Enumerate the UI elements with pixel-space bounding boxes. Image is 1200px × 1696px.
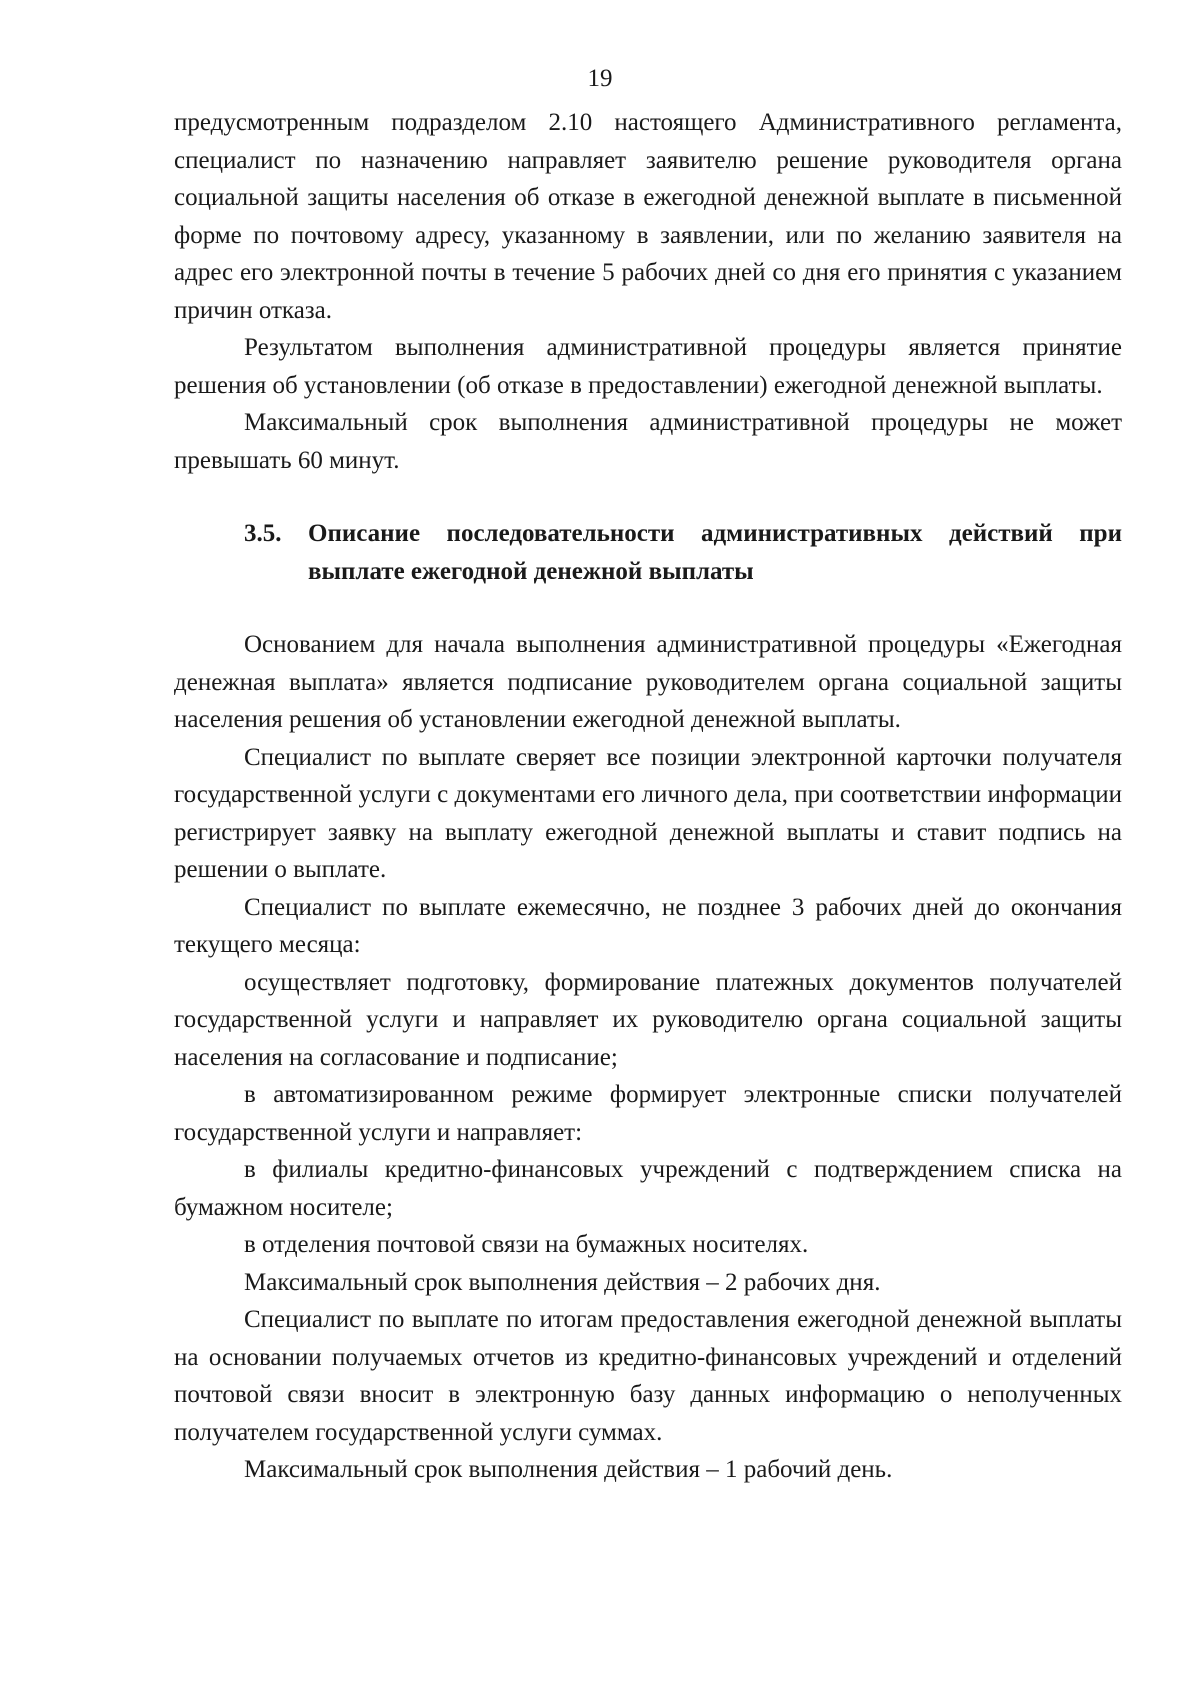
section-title: Описание последовательности административных действий при выплате ежегодной денежной выплаты — [308, 520, 1122, 585]
paragraph-term-1-day: Максимальный срок выполнения действия – 1 рабочий день. — [244, 1456, 893, 1483]
paragraph-automated: в автоматизированном режиме формирует электронные списки получателей государственной услуги и направляет: — [174, 1081, 1122, 1146]
paragraph-branches: в филиалы кредитно-финансовых учреждений с подтверждением списка на бумажном носителе; — [174, 1156, 1122, 1221]
paragraph-basis: Основанием для начала выполнения административной процедуры «Ежегодная денежная выплата» является подписание руководителем органа социальной защиты населения решения об установлении ежегодной денежной выплаты. — [174, 631, 1122, 733]
paragraph-monthly: Специалист по выплате ежемесячно, не позднее 3 рабочих дней до окончания текущего месяца: — [174, 893, 1122, 958]
section-heading — [174, 515, 1122, 590]
document-body — [174, 104, 1122, 1489]
paragraph-reports: Специалист по выплате по итогам предоставления ежегодной денежной выплаты на основании получаемых отчетов из кредитно-финансовых учреждений и отделений почтовой связи вносит в электронную базу данных информацию о неполученных получателем государственной услуги суммах. — [174, 1306, 1122, 1446]
paragraph-post-offices: в отделения почтовой связи на бумажных носителях. — [244, 1231, 809, 1258]
page-number: 19 — [587, 65, 613, 92]
paragraph-preparation: осуществляет подготовку, формирование платежных документов получателей государственной услуги и направляет их руководителю органа социальной защиты населения на согласование и подписание; — [174, 968, 1122, 1071]
paragraph-max-term: Максимальный срок выполнения административной процедуры не может превышать 60 минут. — [174, 409, 1122, 474]
paragraph-result: Результатом выполнения административной процедуры является принятие решения об установлении (об отказе в предоставлении) ежегодной денежной выплаты. — [174, 334, 1122, 399]
paragraph-verification: Специалист по выплате сверяет все позиции электронной карточки получателя государственной услуги с документами его личного дела, при соответствии информации регистрирует заявку на выплату ежегодной денежной выплаты и ставит подпись на решении о выплате. — [174, 743, 1122, 883]
section-number: 3.5. — [244, 520, 282, 547]
paragraph-term-2-days: Максимальный срок выполнения действия – 2 рабочих дня. — [244, 1268, 881, 1296]
paragraph-continued: предусмотренным подразделом 2.10 настоящего Административного регламента, специалист по назначению направляет заявителю решение руководителя органа социальной защиты населения об отказе в ежегодной денежной выплате в письменной форме по почтовому адресу, указанному в заявлении, или по желанию заявителя на адрес его электронной почты в течение 5 рабочих дней со дня его принятия с указанием причин отказа. — [174, 109, 1122, 324]
